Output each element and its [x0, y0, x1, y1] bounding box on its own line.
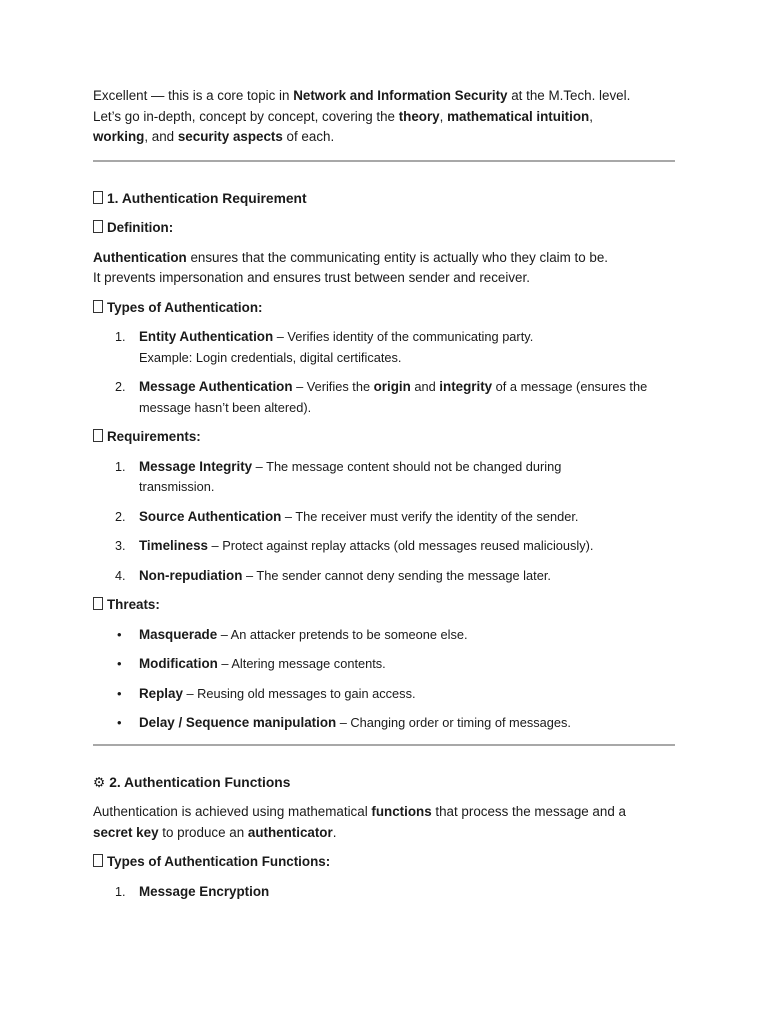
section1-heading [93, 189, 675, 210]
paragraph-text: Authentication is achieved using mathematical [93, 804, 372, 819]
definition-heading-text: Definition: [107, 220, 174, 235]
missing-glyph-icon [93, 300, 103, 313]
list-item-text: of a message (ensures the [492, 379, 648, 394]
list-item-text: – The receiver must verify the identity of the sender. [281, 508, 579, 524]
intro-bold-security: security aspects [177, 129, 283, 144]
definition-heading [93, 218, 675, 239]
intro-text: , [439, 108, 448, 124]
list-item-title: Modification [139, 656, 218, 671]
threats-list [93, 625, 675, 734]
intro-text: at the M.Tech. level. [507, 88, 631, 103]
missing-glyph-icon [93, 191, 103, 204]
list-item [93, 457, 675, 498]
list-number: 1. [115, 459, 126, 474]
paragraph-bold: functions [371, 804, 432, 819]
section1-heading-text: 1. Authentication Requirement [107, 190, 307, 206]
list-item-text: – Altering message contents. [217, 656, 386, 671]
list-item-text: – Verifies the [292, 379, 374, 394]
list-item-title: Replay [139, 685, 183, 701]
bullet-icon: • [117, 685, 122, 701]
paragraph-text: . [332, 824, 337, 840]
types-heading [93, 298, 675, 319]
threats-heading-text: Threats: [107, 597, 160, 612]
list-item-text: and [410, 379, 440, 394]
list-item-bold: origin [373, 379, 411, 394]
list-item [93, 507, 675, 528]
list-item-text: transmission. [139, 479, 215, 494]
list-item-text: message hasn’t been altered). [139, 399, 312, 415]
bullet-icon: • [117, 626, 122, 642]
document-page [93, 86, 675, 902]
list-item-title: Entity Authentication [139, 329, 274, 344]
definition-paragraph [93, 248, 675, 289]
list-item-title: Source Authentication [139, 508, 282, 524]
list-item-title: Message Authentication [139, 379, 293, 394]
missing-glyph-icon [93, 220, 103, 233]
intro-bold-math: mathematical intuition [447, 108, 590, 124]
requirements-list [93, 457, 675, 587]
list-number: 2. [115, 380, 126, 394]
list-item-text: – Verifies identity of the communicating party. [273, 329, 534, 344]
missing-glyph-icon [93, 429, 103, 442]
list-item-title: Masquerade [139, 626, 218, 642]
intro-text: Excellent — this is a core topic in [93, 88, 294, 103]
list-item [93, 625, 675, 646]
intro-text: Let’s go in-depth, concept by concept, covering the [93, 108, 399, 124]
types-heading-text: Types of Authentication: [107, 299, 263, 315]
list-number: 1. [115, 884, 126, 899]
paragraph-text: to produce an [158, 824, 248, 840]
list-item-text: – Protect against replay attacks (old messages reused maliciously). [207, 538, 594, 553]
list-item-text: – Changing order or timing of messages. [336, 715, 571, 730]
section2-heading-text: 2. Authentication Functions [109, 774, 291, 790]
definition-text: It prevents impersonation and ensures trust between sender and receiver. [93, 270, 530, 285]
list-item-title: Message Integrity [139, 458, 253, 474]
definition-term: Authentication [93, 249, 187, 265]
bullet-icon: • [117, 715, 122, 730]
bullet-icon: • [117, 656, 122, 671]
list-item-bold: integrity [439, 379, 493, 394]
requirements-heading-text: Requirements: [107, 429, 201, 444]
definition-text: ensures that the communicating entity is actually who they claim to be. [186, 249, 609, 265]
functions-types-heading [93, 852, 675, 873]
horizontal-rule [93, 160, 675, 162]
list-number: 2. [115, 509, 126, 524]
intro-bold-working: working [93, 129, 145, 144]
paragraph-bold: secret key [93, 824, 159, 840]
list-item-text: – An attacker pretends to be someone else. [217, 626, 468, 642]
list-item-title: Message Encryption [139, 883, 270, 899]
intro-text: , and [144, 129, 178, 144]
list-item-title: Non-repudiation [139, 567, 243, 583]
section2-paragraph [93, 802, 675, 843]
missing-glyph-icon [93, 597, 103, 610]
list-number: 4. [115, 568, 126, 583]
types-list [93, 327, 675, 418]
threats-heading [93, 595, 675, 616]
list-item-example: Example: Login credentials, digital certificates. [139, 349, 402, 365]
list-item [93, 566, 675, 587]
list-item-text: – The message content should not be changed during [252, 458, 562, 474]
list-item [93, 536, 675, 557]
list-item-text: – The sender cannot deny sending the message later. [242, 567, 551, 583]
paragraph-bold: authenticator [247, 824, 333, 840]
functions-types-heading-text: Types of Authentication Functions: [107, 854, 331, 869]
section2-heading [93, 773, 675, 794]
list-item [93, 327, 675, 368]
list-item [93, 684, 675, 705]
list-item-text: – Reusing old messages to gain access. [182, 685, 416, 701]
list-item [93, 713, 675, 734]
intro-bold-theory: theory [398, 108, 440, 124]
missing-glyph-icon [93, 854, 103, 867]
intro-paragraph [93, 86, 675, 148]
functions-list [93, 882, 675, 903]
requirements-heading [93, 427, 675, 448]
list-item [93, 882, 675, 903]
horizontal-rule [93, 744, 675, 746]
intro-text: of each. [282, 129, 335, 144]
list-item [93, 377, 675, 418]
intro-text: , [589, 108, 593, 124]
list-number: 1. [115, 330, 126, 344]
list-item [93, 654, 675, 675]
intro-bold-topic: Network and Information Security [293, 88, 508, 103]
paragraph-text: that process the message and a [431, 804, 626, 819]
gear-icon: ⚙ [93, 774, 106, 790]
list-item-title: Delay / Sequence manipulation [139, 715, 337, 730]
list-number: 3. [115, 539, 126, 553]
list-item-title: Timeliness [139, 538, 208, 553]
